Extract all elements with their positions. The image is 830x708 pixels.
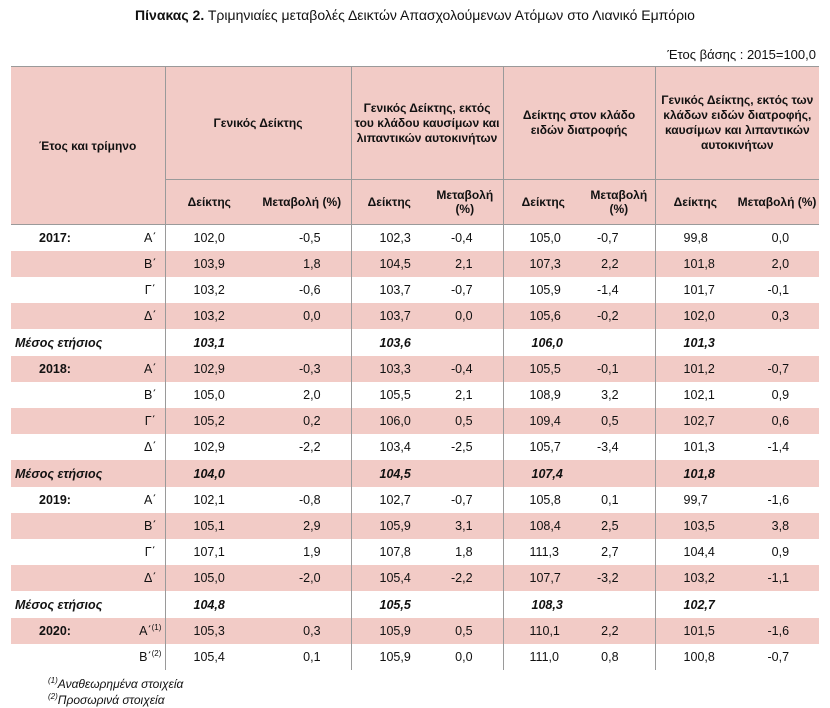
index-value-cell: 108,4 [503, 513, 583, 539]
quarter-cell [114, 513, 165, 539]
quarter-cell [114, 251, 165, 277]
change-value-cell: 0,0 [427, 303, 503, 329]
index-value-cell: 105,5 [503, 356, 583, 382]
index-value-cell: 103,3 [351, 356, 427, 382]
index-value-cell: 101,2 [655, 356, 735, 382]
year-quarter-header: Έτος και τρίμηνο [11, 67, 165, 225]
quarter-cell [114, 434, 165, 460]
year-cell [11, 434, 114, 460]
base-year-note: Έτος βάσης : 2015=100,0 [667, 47, 816, 62]
index-value-cell: 104,5 [351, 251, 427, 277]
change-value-cell: 2,7 [601, 545, 619, 559]
index-value-cell: 102,9 [165, 434, 253, 460]
index-value-cell: 99,8 [655, 225, 735, 252]
change-value-cell: 0,2 [253, 408, 351, 434]
group-header-food: Δείκτης στον κλάδο ειδών διατροφής [503, 67, 655, 180]
change-value-cell: 0,9 [771, 388, 790, 402]
change-value-cell: -1,6 [767, 493, 790, 507]
quarter-cell [114, 382, 165, 408]
change-value-cell: -0,1 [583, 356, 655, 382]
table-row [11, 487, 819, 513]
change-value-cell: 0,5 [427, 408, 503, 434]
quarter-label: Γ΄ [144, 283, 156, 297]
index-value-cell: 102,0 [655, 303, 735, 329]
index-value-cell: 105,7 [503, 434, 583, 460]
index-value-cell: 99,7 [655, 487, 735, 513]
index-value-cell: 100,8 [655, 644, 735, 670]
change-value-cell: -0,7 [597, 231, 619, 245]
index-table [11, 66, 819, 670]
empty-cell [583, 329, 655, 356]
quarter-cell [114, 618, 165, 644]
index-value-cell: 105,4 [351, 565, 427, 591]
annual-mean-value: 103,6 [351, 329, 427, 356]
annual-mean-value: 102,7 [655, 591, 735, 618]
col-header-change: Μεταβολή (%) [735, 180, 819, 225]
index-value-cell: 101,5 [655, 618, 735, 644]
annual-mean-value: 103,1 [165, 329, 253, 356]
empty-cell [583, 460, 655, 487]
change-value-cell: 2,2 [583, 618, 655, 644]
year-cell: 2020: [11, 618, 114, 644]
change-value-cell: 1,9 [303, 545, 321, 559]
empty-cell [427, 591, 503, 618]
index-value-cell: 102,1 [165, 487, 253, 513]
index-value-cell: 102,9 [165, 356, 253, 382]
quarter-label: Γ΄ [144, 545, 156, 559]
change-value-cell: 0,0 [455, 650, 473, 664]
year-cell: 2019: [39, 493, 71, 507]
index-value-cell: 105,5 [351, 382, 427, 408]
annual-mean-value: 104,5 [351, 460, 427, 487]
empty-cell [253, 460, 351, 487]
table-row [11, 539, 819, 565]
quarter-footnote-mark: (1) [151, 622, 162, 632]
index-value-cell: 111,3 [503, 539, 583, 565]
year-cell [11, 565, 114, 591]
index-value-cell: 102,7 [351, 487, 427, 513]
annual-mean-value: 101,8 [655, 460, 735, 487]
table-row [11, 513, 819, 539]
index-value-cell: 105,0 [503, 225, 583, 252]
change-value-cell: 2,0 [735, 251, 819, 277]
index-value-cell: 105,0 [165, 382, 253, 408]
index-value-cell: 107,1 [165, 539, 253, 565]
change-value-cell: 0,0 [771, 231, 790, 245]
table-row [11, 618, 819, 644]
change-value-cell: 0,6 [735, 408, 819, 434]
index-value-cell: 102,3 [351, 225, 427, 252]
change-value-cell: -0,6 [298, 283, 321, 297]
table-row [11, 644, 819, 670]
index-value-cell: 103,7 [351, 277, 427, 303]
group-header-excl-fuel: Γενικός Δείκτης, εκτός του κλάδου καυσίμων και λιπαντικών αυτοκινήτων [351, 67, 503, 180]
quarter-cell [114, 277, 165, 303]
table-row [11, 277, 819, 303]
empty-cell [735, 460, 819, 487]
empty-cell [583, 591, 655, 618]
empty-cell [427, 329, 503, 356]
index-value-cell: 105,9 [351, 513, 427, 539]
change-value-cell: -0,5 [298, 231, 321, 245]
change-value-cell: 0,3 [735, 303, 819, 329]
change-value-cell: 2,1 [427, 251, 503, 277]
change-value-cell: -1,4 [767, 440, 790, 454]
annual-mean-label: Μέσος ετήσιος [15, 335, 103, 350]
year-cell [11, 644, 114, 670]
quarter-cell [114, 356, 165, 382]
index-value-cell: 108,9 [503, 382, 583, 408]
change-value-cell: 2,5 [583, 513, 655, 539]
col-header-change: Μεταβολή (%) [253, 180, 351, 225]
index-value-cell: 101,3 [655, 434, 735, 460]
index-value-cell: 105,9 [351, 644, 427, 670]
change-value-cell: 0,5 [427, 618, 503, 644]
index-value-cell: 105,1 [165, 513, 253, 539]
table-row [11, 408, 819, 434]
quarter-cell [114, 487, 165, 513]
table-row [11, 565, 819, 591]
change-value-cell: -1,6 [735, 618, 819, 644]
year-cell [11, 303, 114, 329]
col-header-change: Μεταβολή (%) [427, 180, 503, 225]
quarter-cell [114, 408, 165, 434]
annual-mean-row [11, 329, 819, 356]
annual-mean-value: 105,5 [351, 591, 427, 618]
index-value-cell: 107,3 [503, 251, 583, 277]
change-value-cell: -1,4 [597, 283, 619, 297]
change-value-cell: -1,1 [735, 565, 819, 591]
col-header-index: Δείκτης [351, 180, 427, 225]
index-value-cell: 105,4 [165, 644, 253, 670]
quarter-cell [114, 644, 165, 670]
table-title [0, 6, 830, 24]
change-value-cell: 1,8 [253, 251, 351, 277]
annual-mean-row [11, 460, 819, 487]
change-value-cell: -0,4 [450, 231, 473, 245]
index-value-cell: 105,2 [165, 408, 253, 434]
year-cell: 2017: [39, 231, 71, 245]
change-value-cell: 2,0 [303, 388, 321, 402]
quarter-footnote-mark: (2) [151, 648, 162, 658]
index-value-cell: 107,8 [351, 539, 427, 565]
index-value-cell: 101,7 [655, 277, 735, 303]
year-cell [11, 251, 114, 277]
quarter-label: Β΄ [139, 650, 152, 664]
index-value-cell: 104,4 [655, 539, 735, 565]
quarter-cell [114, 303, 165, 329]
change-value-cell: -0,4 [427, 356, 503, 382]
year-cell [11, 382, 114, 408]
change-value-cell: 2,2 [583, 251, 655, 277]
year-cell [11, 408, 114, 434]
quarter-cell [114, 539, 165, 565]
index-value-cell: 103,9 [165, 251, 253, 277]
annual-mean-value: 101,3 [655, 329, 735, 356]
index-value-cell: 102,7 [655, 408, 735, 434]
col-header-index: Δείκτης [503, 180, 583, 225]
change-value-cell: 3,2 [601, 388, 619, 402]
index-value-cell: 103,4 [351, 434, 427, 460]
annual-mean-label: Μέσος ετήσιος [11, 460, 165, 487]
quarter-label: Α΄ [144, 493, 157, 507]
table-title-label: Πίνακας 2. [135, 7, 205, 23]
change-value-cell: -3,4 [597, 440, 619, 454]
annual-mean-value: 107,4 [503, 460, 583, 487]
index-value-cell: 111,0 [503, 644, 583, 670]
quarter-label: Α΄ [139, 624, 152, 638]
index-value-cell: 105,8 [503, 487, 583, 513]
index-value-cell: 101,8 [655, 251, 735, 277]
change-value-cell: -3,2 [583, 565, 655, 591]
footnotes [48, 676, 183, 708]
change-value-cell: -0,7 [450, 493, 473, 507]
change-value-cell: 2,9 [253, 513, 351, 539]
index-value-cell: 103,7 [351, 303, 427, 329]
change-value-cell: 1,8 [455, 545, 473, 559]
year-cell [11, 539, 114, 565]
change-value-cell: -2,2 [427, 565, 503, 591]
annual-mean-row [11, 591, 819, 618]
change-value-cell: -2,5 [450, 440, 473, 454]
index-value-cell: 105,9 [503, 277, 583, 303]
change-value-cell: 3,8 [735, 513, 819, 539]
group-header-general: Γενικός Δείκτης [165, 67, 351, 180]
table-row [11, 434, 819, 460]
index-value-cell: 105,3 [165, 618, 253, 644]
quarter-cell [114, 565, 165, 591]
quarter-label: Δ΄ [144, 440, 157, 454]
change-value-cell: 0,5 [583, 408, 655, 434]
change-value-cell: 0,8 [601, 650, 619, 664]
year-cell [11, 513, 114, 539]
annual-mean-value: 104,0 [165, 460, 253, 487]
change-value-cell: -2,2 [298, 440, 321, 454]
change-value-cell: -0,8 [298, 493, 321, 507]
table-row [11, 356, 819, 382]
table-row [11, 382, 819, 408]
change-value-cell: -0,1 [767, 283, 790, 297]
index-value-cell: 102,1 [655, 382, 735, 408]
empty-cell [253, 329, 351, 356]
index-value-cell: 102,0 [165, 225, 253, 252]
index-value-cell: 106,0 [351, 408, 427, 434]
group-header-excl-food-fuel: Γενικός Δείκτης, εκτός των κλάδων ειδών διατροφής, καυσίμων και λιπαντικών αυτοκινήτων [655, 67, 819, 180]
index-value-cell: 105,6 [503, 303, 583, 329]
col-header-change: Μεταβολή (%) [583, 180, 655, 225]
change-value-cell: 0,1 [303, 650, 321, 664]
annual-mean-label: Μέσος ετήσιος [15, 597, 103, 612]
index-value-cell: 110,1 [503, 618, 583, 644]
change-value-cell: 3,1 [427, 513, 503, 539]
quarter-label: Α΄ [144, 231, 157, 245]
change-value-cell: -0,7 [767, 650, 790, 664]
quarter-label: Β΄ [144, 257, 157, 271]
change-value-cell: -0,7 [735, 356, 819, 382]
quarter-label: Δ΄ [144, 309, 157, 323]
empty-cell [253, 591, 351, 618]
change-value-cell: 0,3 [253, 618, 351, 644]
quarter-cell [114, 225, 165, 252]
quarter-label: Β΄ [144, 519, 157, 533]
index-value-cell: 105,9 [351, 618, 427, 644]
quarter-label: Α΄ [144, 362, 157, 376]
index-value-cell: 107,7 [503, 565, 583, 591]
year-cell: 2018: [11, 356, 114, 382]
year-cell [11, 277, 114, 303]
quarter-label: Β΄ [144, 388, 157, 402]
annual-mean-value: 106,0 [503, 329, 583, 356]
annual-mean-value: 104,8 [165, 591, 253, 618]
change-value-cell: 0,0 [253, 303, 351, 329]
footnote-revised: $^{(1)}$Αναθεωρημένα στοιχεία [48, 676, 184, 691]
col-header-index: Δείκτης [165, 180, 253, 225]
change-value-cell: -0,2 [583, 303, 655, 329]
empty-cell [735, 591, 819, 618]
empty-cell [427, 460, 503, 487]
change-value-cell: -0,3 [253, 356, 351, 382]
index-value-cell: 103,2 [655, 565, 735, 591]
index-value-cell: 103,5 [655, 513, 735, 539]
table-row [11, 251, 819, 277]
empty-cell [735, 329, 819, 356]
table-row [11, 303, 819, 329]
quarter-label: Γ΄ [144, 414, 156, 428]
index-value-cell: 103,2 [165, 303, 253, 329]
change-value-cell: 2,1 [455, 388, 473, 402]
change-value-cell: -2,0 [253, 565, 351, 591]
index-value-cell: 105,0 [165, 565, 253, 591]
change-value-cell: 0,9 [771, 545, 790, 559]
change-value-cell: 0,1 [601, 493, 619, 507]
col-header-index: Δείκτης [655, 180, 735, 225]
annual-mean-value: 108,3 [503, 591, 583, 618]
change-value-cell: -0,7 [450, 283, 473, 297]
quarter-label: Δ΄ [144, 571, 157, 585]
table-title-text: Τριμηνιαίες μεταβολές Δεικτών Απασχολούμενων Ατόμων στο Λιανικό Εμπόριο [207, 7, 695, 23]
table-row [11, 225, 819, 252]
footnote-provisional: $^{(2)}$Προσωρινά στοιχεία [48, 692, 165, 707]
index-value-cell: 103,2 [165, 277, 253, 303]
index-value-cell: 109,4 [503, 408, 583, 434]
